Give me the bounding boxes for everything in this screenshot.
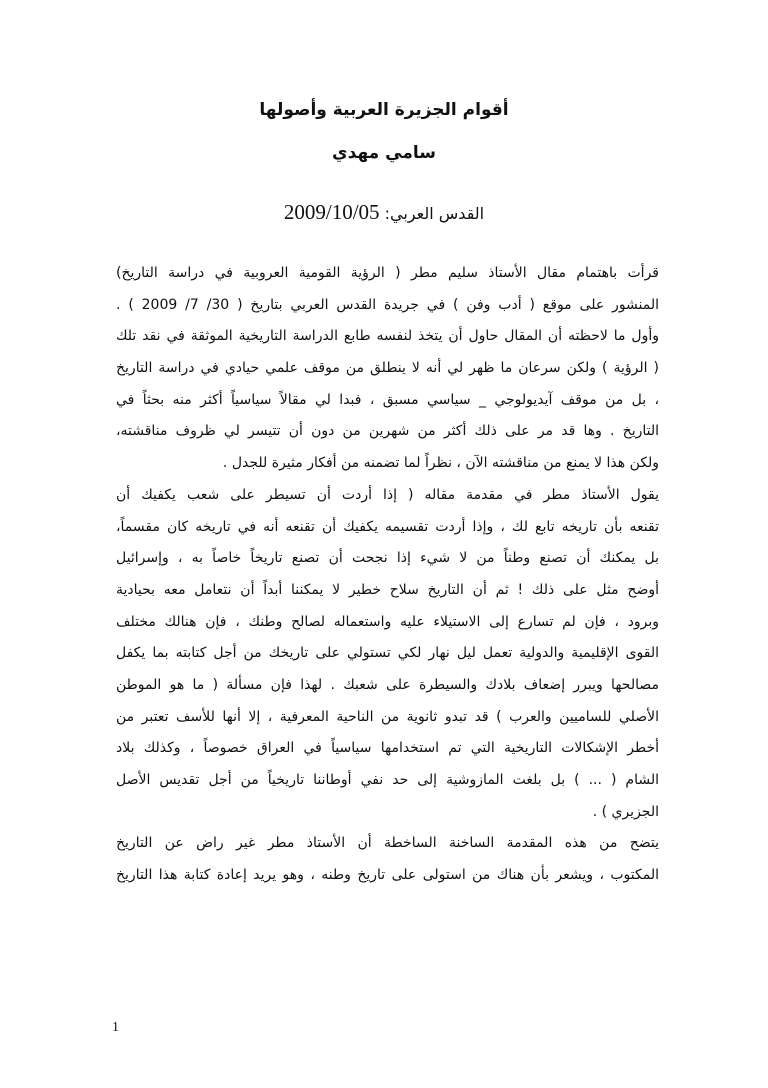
text-line: المنشور على موقع ( أدب وفن ) في جريدة القدس العربي بتاريخ ( 30/ 7/ 2009 ) . (116, 296, 659, 313)
text-line: الشام ( ... ) بل بلغت المازوشية إلى حد نفي أوطاننا تاريخياً من أجل تقديس الأصل (116, 772, 659, 788)
text-line: بل يمكنك أن تصنع وطناً من لا شيء إذا نجحت أن تصنع تاريخاً خاصاً به ، وإسرائيل (116, 550, 659, 567)
text-line: الجزيري ) . (592, 803, 659, 820)
text-line: ولكن هذا لا يمنع من مناقشته الآن ، نظراً لما تضمنه من أفكار مثيرة للجدل . (222, 455, 659, 472)
page-number: 1 (112, 1020, 119, 1035)
text-line: تقنعه بأن تاريخه تابع لك ، وإذا أردت تقسيمه يكفيك أن تقنعه أنه في تاريخه كان مقسماً، (116, 518, 659, 535)
text-line: وأول ما لاحظته أن المقال حاول أن يتخذ لنفسه طابع الدراسة التاريخية الموثقة في نقد تلك (116, 328, 659, 345)
source-date: 2009/10/05 (283, 200, 380, 224)
author-name: سامي مهدي (332, 143, 436, 163)
document-title: أقوام الجزيرة العربية وأصولها (259, 100, 509, 120)
text-line: أخطر الإشكالات التاريخية التي تم استخدامها سياسياً في العراق خصوصاً ، وكذلك بلاد (116, 740, 659, 757)
source-line (0, 200, 768, 225)
source-label: القدس العربي: (384, 204, 485, 223)
text-line: التاريخ . وها قد مر على ذلك أكثر من شهرين من دون أن تتيسر لي ظروف مناقشته، (116, 423, 659, 440)
text-line: أوضح مثل على ذلك ! ثم أن التاريخ سلاح خطير لا يمكننا أبداً أن نتعامل معه بحيادية (116, 581, 659, 598)
text-line: ( الرؤية ) ولكن سرعان ما ظهر لي أنه لا ينطلق من موقف علمي حيادي في دراسة التاريخ (116, 360, 659, 377)
text-line: المكتوب ، ويشعر بأن هناك من استولى على تاريخ وطنه ، وهو يريد إعادة كتابة هذا التاريخ (116, 867, 659, 884)
text-line: يتضح من هذه المقدمة الساخنة الساخطة أن الأستاذ مطر غير راض عن التاريخ (116, 835, 659, 852)
text-line: ، بل من موقف آيديولوجي _ سياسي مسبق ، فبدا لي مقالاً سياسياً أكثر منه بحثاً في (116, 391, 659, 408)
text-line: قرأت باهتمام مقال الأستاذ سليم مطر ( الرؤية القومية العروبية في دراسة التاريخ) (116, 265, 659, 281)
text-line: وبرود ، فإن لم تسارع إلى الاستيلاء عليه واستعماله لصالح وطنك ، فإن هنالك مختلف (116, 613, 659, 630)
text-line: مصالحها ويبرر إضعاف بلادك والسيطرة على شعبك . لهذا فإن مسألة ( ما هو الموطن (116, 676, 659, 693)
article-body (116, 258, 659, 892)
text-line: يقول الأستاذ مطر في مقدمة مقاله ( إذا أردت أن تسيطر على شعب يكفيك أن (116, 486, 659, 503)
text-line: القوى الإقليمية والدولية تعمل ليل نهار لكي تستولي على تاريخك من أجل كتابته بما يكفل (116, 645, 659, 662)
text-line: الأصلي للساميين والعرب ) قد تبدو ثانوية من الناحية المعرفية ، إلا أنها للأسف تعتبر من (116, 708, 659, 725)
